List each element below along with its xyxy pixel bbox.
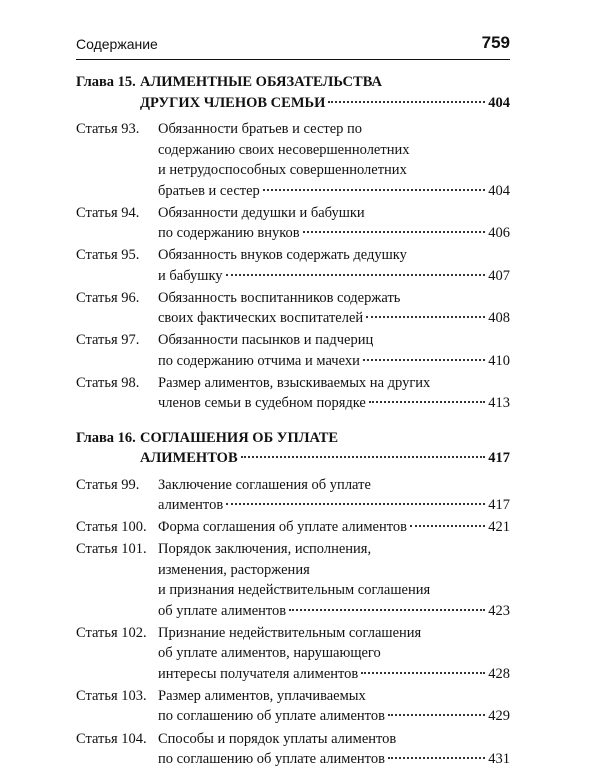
- article-title-line: Обязанности дедушки и бабушки: [158, 204, 365, 221]
- article-page: 429: [488, 708, 510, 725]
- article-title-line: [158, 517, 510, 538]
- article-title-line: [158, 308, 510, 329]
- article-title: [158, 686, 510, 727]
- article-title-line: Размер алиментов, взыскиваемых на других: [158, 374, 431, 391]
- article-label: Статья 97.: [76, 332, 140, 349]
- running-header: [76, 33, 510, 60]
- toc-entry: [76, 245, 510, 286]
- table-of-contents: [76, 72, 510, 771]
- chapter-title-part: АЛИМЕНТНЫЕ ОБЯЗАТЕЛЬСТВА: [140, 74, 382, 90]
- chapter-title-part: СОГЛАШЕНИЯ ОБ УПЛАТЕ: [140, 429, 339, 446]
- article-page: 404: [488, 182, 510, 199]
- dot-leader: [369, 401, 485, 403]
- article-title-end: по соглашению об уплате алиментов: [158, 751, 385, 768]
- chapter-page: 404: [488, 94, 510, 111]
- article-label: Статья 100.: [76, 519, 147, 536]
- toc-entry: [76, 203, 510, 244]
- article-title: [158, 729, 510, 770]
- chapter-title-part: АЛИМЕНТОВ: [140, 450, 238, 467]
- article-page: 408: [488, 310, 510, 327]
- article-title: [158, 288, 510, 329]
- article-title: [158, 119, 510, 201]
- article-title: [158, 373, 510, 414]
- article-title-line: Способы и порядок уплаты алиментов: [158, 730, 397, 747]
- chapter-spacer: [76, 416, 510, 428]
- article-title-line: [158, 223, 510, 244]
- toc-entry: [76, 475, 510, 516]
- toc-entry: [76, 330, 510, 371]
- article-title-end: по содержанию внуков: [158, 225, 300, 242]
- chapter-title-line: [76, 428, 510, 449]
- article-title-line: [158, 706, 510, 727]
- toc-entry: [76, 517, 510, 538]
- article-title-line: и нетрудоспособных совершеннолетних: [158, 162, 407, 178]
- article-title: [158, 475, 510, 516]
- chapter-title-line: [76, 448, 510, 469]
- article-title-line: [158, 393, 510, 414]
- article-title-end: об уплате алиментов: [158, 602, 287, 619]
- article-label: Статья 99.: [76, 476, 140, 493]
- article-page: 406: [488, 225, 510, 242]
- article-title: [158, 623, 510, 685]
- article-title-end: интересы получателя алиментов: [158, 665, 359, 682]
- toc-entry: [76, 288, 510, 329]
- article-title-line: [158, 749, 510, 770]
- dot-leader: [410, 525, 485, 527]
- dot-leader: [303, 231, 486, 233]
- article-title-line: Заключение соглашения об уплате: [158, 476, 371, 493]
- article-title-line: содержанию своих несовершеннолетних: [158, 141, 410, 158]
- running-header-title: Содержание: [76, 36, 158, 52]
- dot-leader: [241, 456, 486, 458]
- chapter-heading: [76, 428, 510, 469]
- article-title-line: изменения, расторжения: [158, 561, 310, 578]
- article-label: Статья 95.: [76, 247, 140, 264]
- article-title-line: [158, 664, 510, 685]
- article-title-line: Порядок заключения, исполнения,: [158, 541, 372, 558]
- chapter-title-line: [76, 93, 510, 114]
- article-title: [158, 245, 510, 286]
- dot-leader: [328, 101, 485, 103]
- dot-leader: [361, 672, 485, 674]
- article-title-line: [158, 495, 510, 516]
- article-title-line: [158, 266, 510, 287]
- toc-entry: [76, 373, 510, 414]
- toc-entry: [76, 539, 510, 621]
- dot-leader: [388, 757, 485, 759]
- article-page: 410: [488, 352, 510, 369]
- article-label: Статья 94.: [76, 204, 140, 221]
- article-title-end: алиментов: [158, 497, 224, 514]
- chapter-heading: [76, 72, 510, 113]
- article-title-end: членов семьи в судебном порядке: [158, 395, 366, 412]
- article-label: Статья 98.: [76, 374, 140, 391]
- toc-entry: [76, 729, 510, 770]
- article-title-line: [158, 601, 510, 622]
- toc-entry: [76, 119, 510, 201]
- article-label: Статья 104.: [76, 730, 147, 747]
- article-title-line: [158, 351, 510, 372]
- chapter-title-line: [76, 72, 510, 93]
- chapter-label: Глава 15.: [76, 74, 136, 90]
- toc-entry: [76, 686, 510, 727]
- article-title-end: по соглашению об уплате алиментов: [158, 708, 385, 725]
- article-title: [158, 517, 510, 538]
- article-title: [158, 203, 510, 244]
- article-title-line: об уплате алиментов, нарушающего: [158, 645, 381, 662]
- article-title-end: по содержанию отчима и мачехи: [158, 352, 360, 369]
- dot-leader: [388, 714, 485, 716]
- dot-leader: [366, 316, 485, 318]
- article-title-end: братьев и сестер: [158, 182, 260, 199]
- page-number: 759: [481, 33, 510, 52]
- chapter-page: 417: [488, 450, 510, 467]
- article-page: 407: [488, 267, 510, 284]
- dot-leader: [263, 189, 485, 191]
- article-page: 421: [488, 519, 510, 536]
- dot-leader: [226, 503, 485, 505]
- article-title-line: и признания недействительным соглашения: [158, 582, 431, 599]
- article-title-line: Признание недействительным соглашения: [158, 624, 422, 641]
- article-title: [158, 539, 510, 621]
- article-page: 428: [488, 665, 510, 682]
- toc-entry: [76, 623, 510, 685]
- article-title-line: Обязанности пасынков и падчериц: [158, 332, 374, 349]
- chapter-title-part: ДРУГИХ ЧЛЕНОВ СЕМЬИ: [140, 94, 326, 111]
- article-title-line: Обязанности братьев и сестер по: [158, 121, 363, 137]
- article-label: Статья 101.: [76, 541, 147, 558]
- article-title-line: Обязанность внуков содержать дедушку: [158, 247, 407, 264]
- article-title-line: Обязанность воспитанников содержать: [158, 289, 401, 306]
- article-page: 413: [488, 395, 510, 412]
- article-title-end: Форма соглашения об уплате алиментов: [158, 519, 407, 536]
- article-title-end: своих фактических воспитателей: [158, 310, 364, 327]
- article-label: Статья 103.: [76, 687, 147, 704]
- article-title-line: Размер алиментов, уплачиваемых: [158, 687, 366, 704]
- article-title-line: [158, 181, 510, 202]
- chapter-label: Глава 16.: [76, 429, 136, 446]
- article-page: 431: [488, 751, 510, 768]
- article-label: Статья 93.: [76, 121, 140, 137]
- article-page: 417: [488, 497, 510, 514]
- dot-leader: [226, 274, 486, 276]
- article-page: 423: [488, 602, 510, 619]
- article-label: Статья 102.: [76, 624, 147, 641]
- dot-leader: [289, 609, 485, 611]
- article-title: [158, 330, 510, 371]
- article-title-end: и бабушку: [158, 267, 223, 284]
- article-label: Статья 96.: [76, 289, 140, 306]
- dot-leader: [363, 359, 485, 361]
